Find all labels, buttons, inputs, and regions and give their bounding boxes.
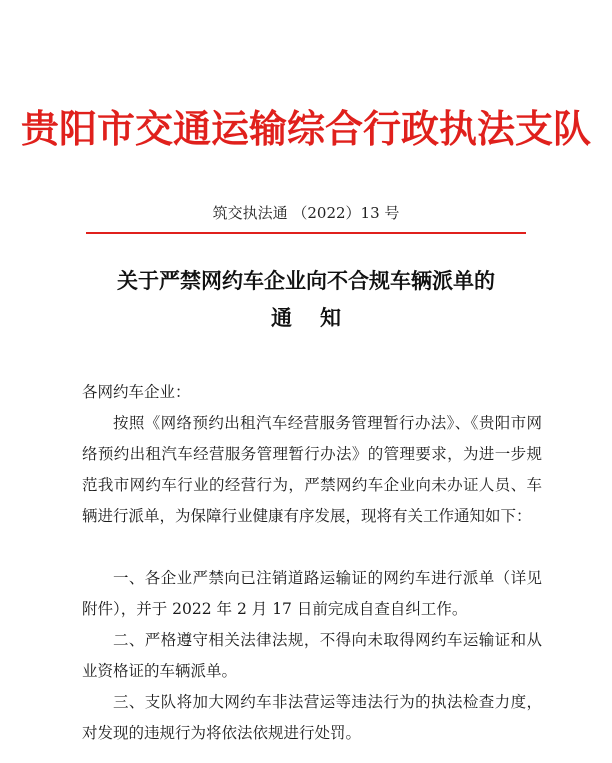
document-number: 筑交执法通 （2022）13 号 — [212, 204, 400, 222]
paragraph-intro: 按照《网络预约出租汽车经营服务管理暂行办法》、《贵阳市网络预约出租汽车经营服务管理暂行办法》的管理要求，为进一步规范我市网约车行业的经营行为，严禁网约车企业向未办证人员、车辆进行派单，为保障行业健康有序发展，现将有关工作通知如下： — [82, 414, 542, 525]
issuing-organization-header: 贵阳市交通运输综合行政执法支队 — [20, 106, 591, 151]
paragraph-item-1: 一、各企业严禁向已注销道路运输证的网约车进行派单（详见附件），并于 2022 年 2 月 17 日前完成自查自纠工作。 — [82, 569, 542, 618]
notice-title-line-2: 通知 — [271, 305, 369, 330]
paragraph-item-3: 三、支队将加大网约车非法营运等违法行为的执法检查力度，对发现的违规行为将依法依规进行处罚。 — [82, 693, 542, 742]
red-divider-line — [86, 232, 526, 234]
notice-title-line-1: 关于严禁网约车企业向不合规车辆派单的 — [117, 268, 495, 293]
salutation: 各网约车企业： — [82, 383, 191, 401]
paragraph-item-2: 二、严格遵守相关法律法规，不得向未取得网约车运输证和从业资格证的车辆派单。 — [82, 631, 542, 680]
